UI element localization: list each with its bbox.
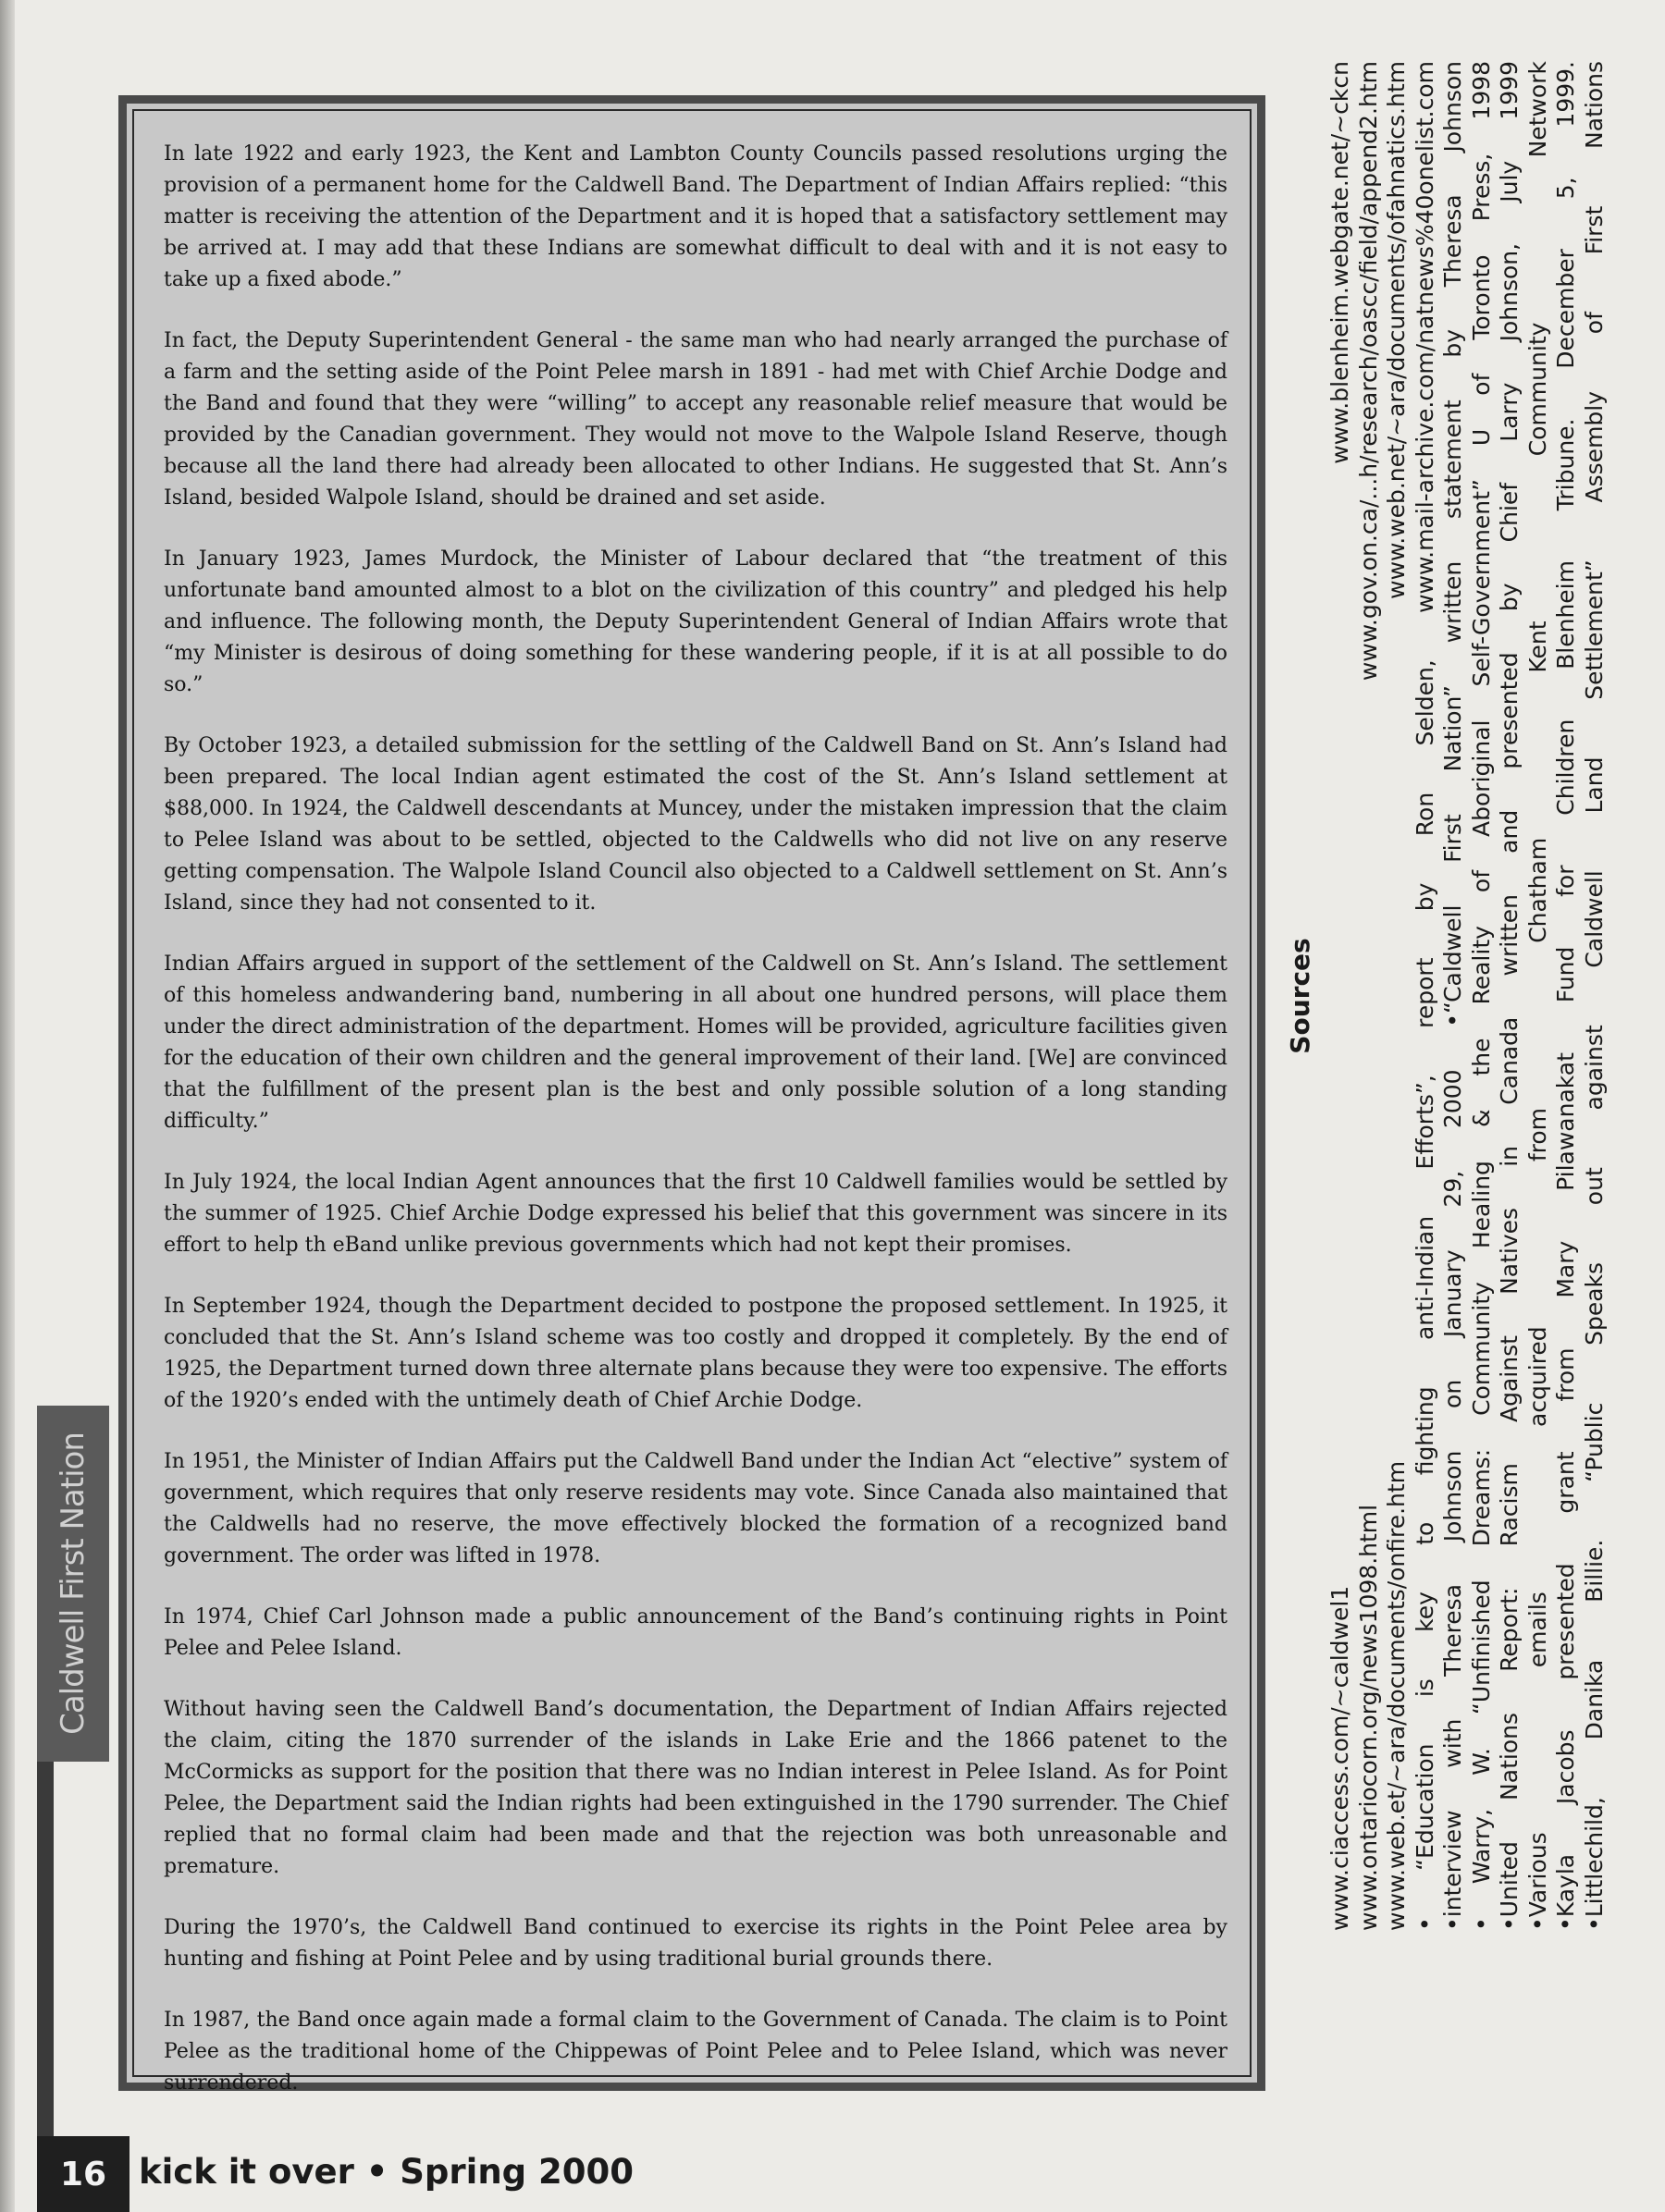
source-line: www.ciaccess.com/~caldwel1 www.blenheim.webgate.net/~ckcn <box>1326 61 1353 1931</box>
source-line: •Various emails acquired from Chatham Kent Community Network <box>1523 61 1551 1931</box>
source-line: •Kayla Jacobs presented grant from Mary Pilawanakat Fund for Children Blenheim Tribune. December 5, 1999. <box>1552 61 1579 1931</box>
paragraph-5: Indian Affairs argued in support of the settlement of the Caldwell on St. Ann’s Island. The settlement of this homeless andwandering band, numbering in all about one hundred persons, will place them under the direct administration of the department. Homes will be provided, agriculture facilities given for the education of their own children and the general improvement of their land. [We] are convinced that the fulfillment of the present plan is the best and only possible solution of a long standing difficulty.” <box>164 952 1227 1133</box>
article-frame <box>118 95 1265 2095</box>
page-number: 16 <box>37 2136 130 2212</box>
paragraph-2: In fact, the Deputy Superintendent General - the same man who had nearly arranged the purchase of a farm and the setting aside of the Point Pelee marsh in 1891 - had met with Chief Archie Dodge and the Band and found that they were “willing” to accept any reasonable relief measure that would be provided by the Canadian government. They would not move to the Walpole Island Reserve, though because all the land there had already been allocated to other Indians. He suggested that St. Ann’s Island, besided Walpole Island, should be drained and set aside. <box>164 329 1227 510</box>
paragraph-11: During the 1970’s, the Caldwell Band continued to exercise its rights in the Point Pelee area by hunting and fishing at Point Pelee and by using traditional burial grounds there. <box>164 1916 1227 1971</box>
source-line: • Warry, W. “Unfinished Dreams: Community Healing & the Reality of Aboriginal Self-Government” U of Toronto Press, 1998 <box>1467 61 1495 1931</box>
sources-title: Sources <box>1285 938 1315 1054</box>
paragraph-8: In 1951, the Minister of Indian Affairs put the Caldwell Band under the Indian Act “elective” system of government, which requires that only reserve residents may vote. Since Canada also maintained that the Caldwells had no reserve, the move effectively blocked the formation of a recognized band government. The order was lifted in 1978. <box>164 1450 1227 1567</box>
paragraph-10: Without having seen the Caldwell Band’s documentation, the Department of Indian Affairs rejected the claim, citing the 1870 surrender of the islands in Lake Erie and the 1866 patenet to the McCormicks as support for the position that there was no Indian interest in Pelee Island. As for Point Pelee, the Department said the Indian rights had been extinguished in the 1790 surrender. The Chief replied that no formal claim had been made and that the rejection was both unreasonable and premature. <box>164 1698 1227 1878</box>
sources-column <box>1284 61 1654 1931</box>
page-edge-shadow <box>0 0 15 2212</box>
source-line: www.ontariocorn.org/news1098.html www.gov.on.ca/...h/research/oascc/field/append2.htm <box>1354 61 1382 1931</box>
source-line: •interview with Theresa Johnson on January 29, 2000 •“Caldwell First Nation” written statement by Theresa Johnson <box>1439 61 1466 1931</box>
source-line: •United Nations Report: Racism Against Natives in Canada written and presented by Chief Larry Johnson, July 1999 <box>1496 61 1523 1931</box>
publication-footer: kick it over • Spring 2000 <box>139 2151 635 2192</box>
source-line: www.web.et/~ara/documents/onfire.htm www.web.net/~ara/documents/ofahnatics.htm <box>1383 61 1410 1931</box>
paragraph-4: By October 1923, a detailed submission for the settling of the Caldwell Band on St. Ann’s Island had been prepared. The local Indian agent estimated the cost of the St. Ann’s Island settlement at $88,000. In 1924, the Caldwell descendants at Muncey, under the mistaken impression that the claim to Pelee Island was about to be settled, objected to the Caldwells who did not live on any reserve getting compensation. The Walpole Island Council also objected to a Caldwell settlement on St. Ann’s Island, since they had not consented to it. <box>164 734 1227 915</box>
paragraph-7: In September 1924, though the Department decided to postpone the proposed settlement. In 1925, it concluded that the St. Ann’s Island scheme was too costly and dropped it completely. By the end of 1925, the Department turned down three alternate plans because they were too expensive. The efforts of the 1920’s ended with the untimely death of Chief Archie Dodge. <box>164 1295 1227 1412</box>
section-tab <box>37 1406 109 1762</box>
section-title: Caldwell First Nation <box>55 1432 92 1735</box>
paragraph-9: In 1974, Chief Carl Johnson made a public announcement of the Band’s continuing rights in Point Pelee and Pelee Island. <box>164 1605 1227 1660</box>
source-line: • “Education is key to fighting anti-Indian Efforts”, report by Ron Selden, www.mail-archive.com/natnews%40onelist.com <box>1411 61 1438 1931</box>
source-line: •Littlechild, Danika Billie. “Public Speaks out against Caldwell Land Settlement” Assembly of First Nations <box>1580 61 1608 1931</box>
paragraph-1: In late 1922 and early 1923, the Kent and Lambton County Councils passed resolutions urging the provision of a permanent home for the Caldwell Band. The Department of Indian Affairs replied: “this matter is receiving the attention of the Department and it is hoped that a satisfactory settlement may be arrived at. I may add that these Indians are somewhat difficult to deal with and it is not easy to take up a fixed abode.” <box>164 142 1227 291</box>
paragraph-12: In 1987, the Band once again made a formal claim to the Government of Canada. The claim is to Point Pelee as the traditional home of the Chippewas of Point Pelee and to Pelee Island, which was never surrendered. <box>164 2009 1227 2095</box>
sources-list <box>1284 61 1654 1931</box>
paragraph-6: In July 1924, the local Indian Agent announces that the first 10 Caldwell families would be settled by the summer of 1925. Chief Archie Dodge expressed his belief that this government was sincere in its effort to help th eBand unlike previous governments which had not kept their promises. <box>164 1171 1227 1257</box>
paragraph-3: In January 1923, James Murdock, the Minister of Labour declared that “the treatment of this unfortunate band amounted almost to a blot on the civilization of this country” and pledged his help and influence. The following month, the Deputy Superintendent General of Indian Affairs wrote that “my Minister is desirous of doing something for these wandering people, if it is at all possible to do so.” <box>164 547 1227 696</box>
article-body <box>132 109 1252 2095</box>
